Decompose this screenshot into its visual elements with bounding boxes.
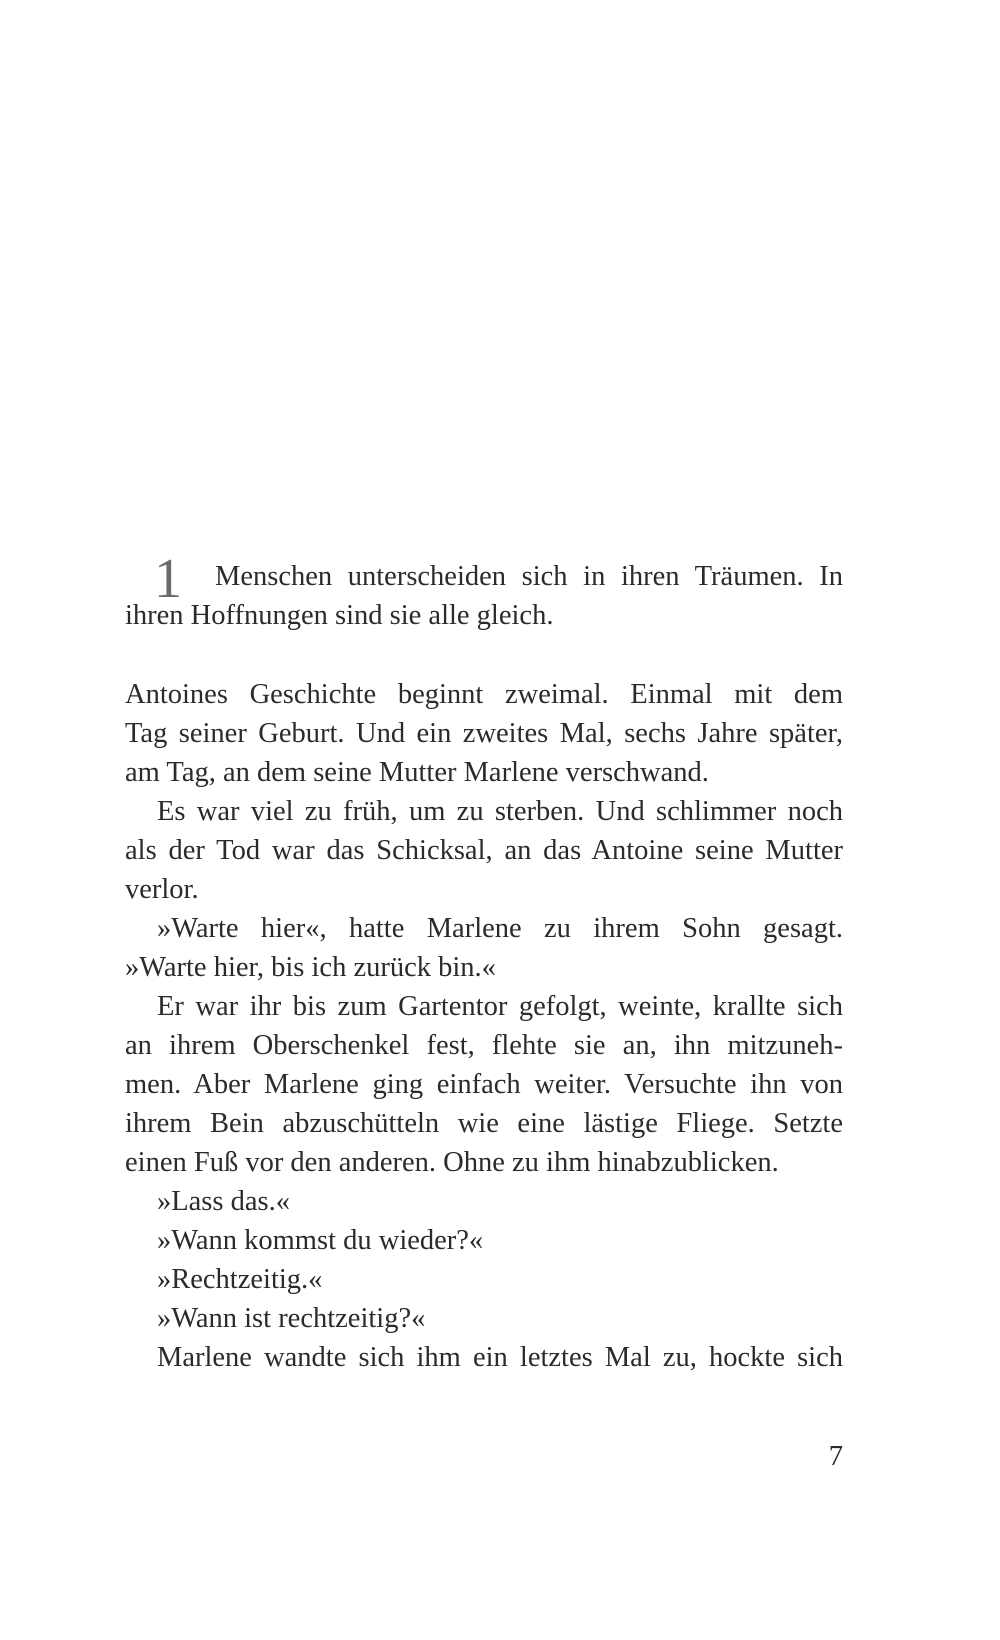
paragraph-gap [125,635,843,675]
body-line: men. Aber Marlene ging einfach weiter. Versuchte ihn von [125,1069,843,1100]
body-line: Marlene wandte sich ihm ein letztes Mal zu, hockte sich [157,1342,843,1373]
dialogue-line: »Lass das.« [157,1186,290,1217]
body-line: Antoines Geschichte beginnt zweimal. Einmal mit dem [125,679,843,710]
body-line: an ihrem Oberschenkel fest, flehte sie an, ihn mitzuneh- [125,1030,843,1061]
body-line: einen Fuß vor den anderen. Ohne zu ihm hinabzublicken. [125,1147,779,1178]
dialogue-line: »Rechtzeitig.« [157,1264,323,1295]
body-line: Tag seiner Geburt. Und ein zweites Mal, sechs Jahre später, [125,718,843,749]
body-line: Er war ihr bis zum Gartentor gefolgt, weinte, krallte sich [157,991,843,1022]
body-line: verlor. [125,874,199,905]
chapter-opening-line: Menschen unterscheiden sich in ihren Träumen. In [215,561,843,592]
dialogue-line: »Wann kommst du wieder?« [157,1225,484,1256]
chapter-number: 1 [154,548,182,610]
page-number: 7 [828,1441,843,1472]
chapter-opening-line: ihren Hoffnungen sind sie alle gleich. [125,600,554,631]
dialogue-line: »Wann ist rechtzeitig?« [157,1303,426,1334]
body-line: »Warte hier«, hatte Marlene zu ihrem Sohn gesagt. [157,913,843,944]
text-block [125,557,843,1377]
body-line: am Tag, an dem seine Mutter Marlene verschwand. [125,757,709,788]
body-line: als der Tod war das Schicksal, an das Antoine seine Mutter [125,835,843,866]
body-line: ihrem Bein abzuschütteln wie eine lästige Fliege. Setzte [125,1108,843,1139]
body-line: Es war viel zu früh, um zu sterben. Und schlimmer noch [157,796,843,827]
body-line: »Warte hier, bis ich zurück bin.« [125,952,496,983]
